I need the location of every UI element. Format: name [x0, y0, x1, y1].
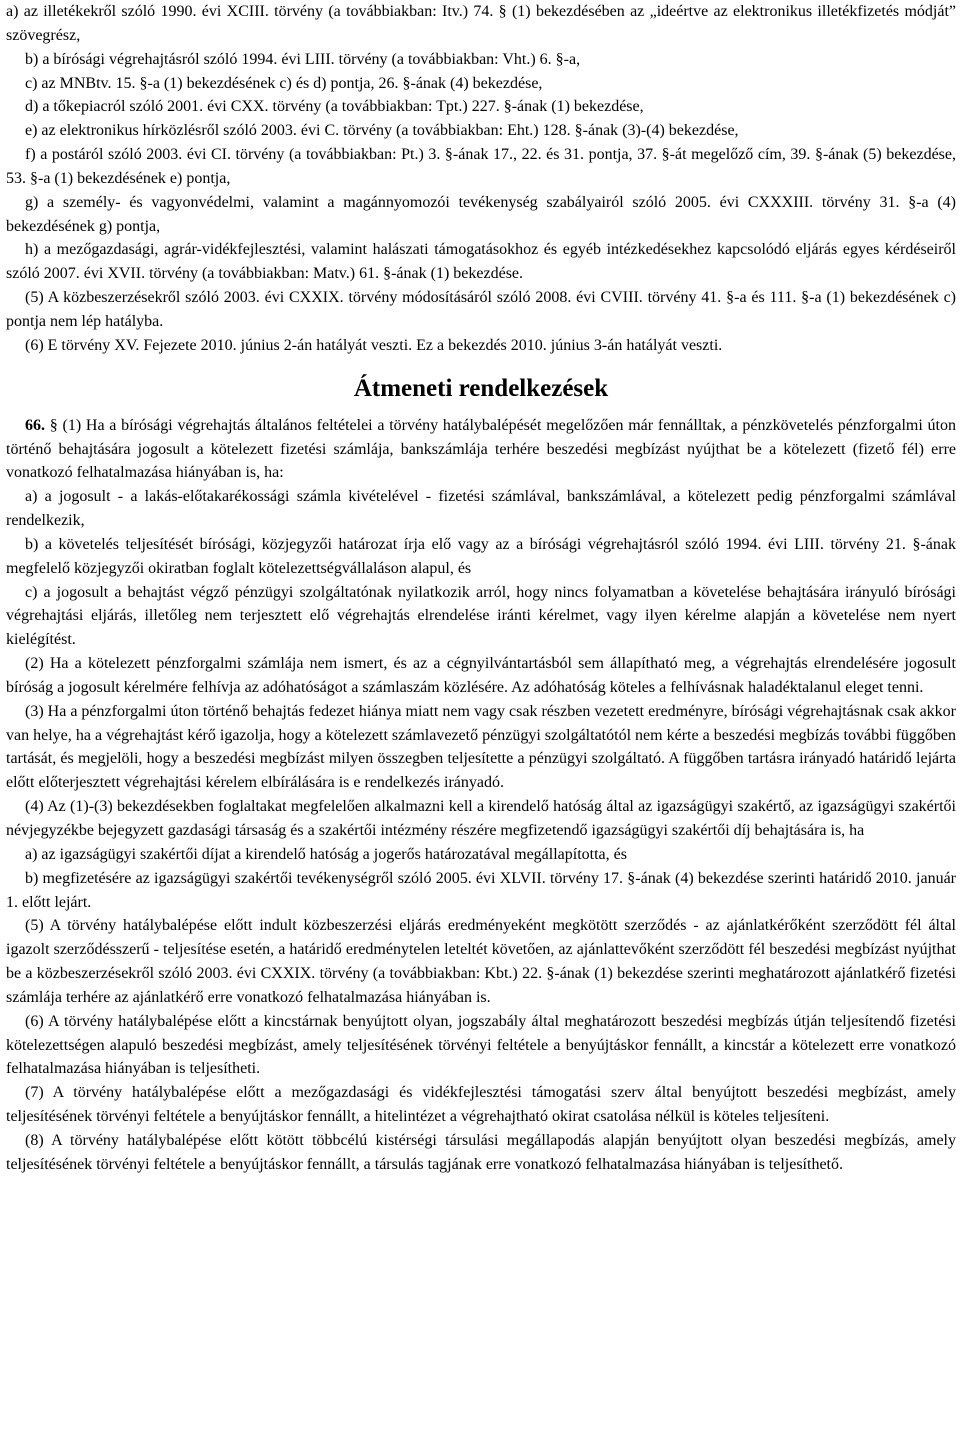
paragraph-5: (5) A közbeszerzésekről szóló 2003. évi CXXIX. törvény módosításáról szóló 2008. évi CVIII. törvény 41. §-a és 111. §-a (1) bekezdésének c) pontja nem lép hatályba. — [6, 289, 956, 330]
list-item-h: h) a mezőgazdasági, agrár-vidékfejlesztési, valamint halászati támogatásokhoz és egyéb intézkedésekhez kapcsolódó eljárás egyes kérdéseiről szóló 2007. évi XVII. törvény (a továbbiakban: Matv.) 61. §-ának (1) bekezdése. — [6, 241, 956, 283]
section-66-paragraph-7: (7) A törvény hatálybalépése előtt a mezőgazdasági és vidékfejlesztési támogatási szerv által benyújtott beszedési megbízást, amely teljesítésének törvényi feltétele a benyújtáskor fennállt, a hitelintézet a végrehajtható okirat csatolása nélkül is köteles teljesíteni. — [6, 1084, 956, 1126]
paragraph-6: (6) E törvény XV. Fejezete 2010. június 2-án hatályát veszti. Ez a bekezdés 2010. június 3-án hatályát veszti. — [25, 336, 723, 354]
list-item-e: e) az elektronikus hírközlésről szóló 2003. évi C. törvény (a továbbiakban: Eht.) 128. §-ának (3)-(4) bekezdése, — [25, 122, 739, 140]
section-66-paragraph-4-item-b: b) megfizetésére az igazságügyi szakértői tevékenységről szóló 2005. évi XLVII. törvény 17. §-ának (4) bekezdése szerinti határidő 2010. január 1. előtt lejárt. — [6, 869, 956, 911]
list-item-f: f) a postáról szóló 2003. évi CI. törvény (a továbbiakban: Pt.) 3. §-ának 17., 22. és 31. pontja, 37. §-át megelőző cím, 39. §-ának (5) bekezdése, 53. §-a (1) bekezdésének e) pontja, — [6, 146, 956, 187]
section-66-paragraph-3: (3) Ha a pénzforgalmi úton történő behajtás fedezet hiánya miatt nem vagy csak részben vezetett eredményre, bírósági végrehajtásnak csak akkor van helye, ha a végrehajtást kérő igazolja, hogy a kötelezett számlavezető pénzügyi szolgáltatótól nem kérte a beszedési megbízás további függőben tartását, és megjelöli, hogy a beszedési megbízást milyen összegben teljesítette a pénzügyi szolgáltató. A függőben tartásra irányadó határidő lejárta előtt előterjesztett végrehajtási kérelem elbírálására is e rendelkezés irányadó. — [6, 702, 956, 792]
list-item-b: b) a bírósági végrehajtásról szóló 1994. évi LIII. törvény (a továbbiakban: Vht.) 6. §-a, — [25, 50, 581, 68]
section-66-paragraph-5: (5) A törvény hatálybalépése előtt indult közbeszerzési eljárás eredményeként megkötött szerződés - az ajánlatkérőként szerződött fél által igazolt szerződésszerű - teljesítése esetén, a határidő eredménytelen leteltét követően, az ajánlattevőként szerződött fél beszedési megbízást nyújthat be a közbeszerzésekről szóló 2003. évi CXXIX. törvény (a továbbiakban: Kbt.) 22. §-ának (1) bekezdése szerinti meghatározott ajánlatkérő fizetési számlája terhére az ajánlatkérő erre vonatkozó felhatalmazása hiányában is. — [6, 917, 956, 1006]
list-item-a: a) az illetékekről szóló 1990. évi XCIII. törvény (a továbbiakban: Itv.) 74. § (1) bekezdésében az „ideértve az elektronikus illetékfizetés módját” szövegrész, — [6, 3, 956, 44]
list-item-d: d) a tőkepiacról szóló 2001. évi CXX. törvény (a továbbiakban: Tpt.) 227. §-ának (1) bekezdése, — [25, 98, 644, 116]
section-66-intro — [6, 414, 956, 486]
section-number: 66. — [25, 416, 45, 434]
section-66-intro-text: § (1) Ha a bírósági végrehajtás általános feltételei a törvény hatálybalépését megelőzően már fennálltak, a pénzkövetelés pénzforgalmi úton történő behajtására jogosult a kötelezett fizetési számlája, bankszámlája terhére beszedési megbízást nyújthat be a kötelezett (fizető fél) erre vonatkozó felhatalmazása hiányában is, ha: — [6, 416, 956, 482]
section-66-item-a: a) a jogosult - a lakás-előtakarékossági számla kivételével - fizetési számlával, bankszámlával, a kötelezett pedig pénzforgalmi számlával rendelkezik, — [6, 488, 956, 530]
list-item-c: c) az MNBtv. 15. §-a (1) bekezdésének c) és d) pontja, 26. §-ának (4) bekezdése, — [25, 74, 543, 92]
section-66-paragraph-2: (2) Ha a kötelezett pénzforgalmi számlája nem ismert, és az a cégnyilvántartásból sem állapítható meg, a végrehajtás elrendelésére jogosult bíróság a jogosult kérelmére felhívja az adóhatóságot a számlaszám közlésére. Az adóhatóság köteles a felhívásnak haladéktalanul eleget tenni. — [6, 655, 956, 696]
section-title: Átmeneti rendelkezések — [353, 374, 609, 402]
section-66-item-c: c) a jogosult a behajtást végző pénzügyi szolgáltatónak nyilatkozik arról, hogy nincs folyamatban a követelése behajtására irányuló bírósági végrehajtási eljárás, illetőleg nem terjesztett elő végrehajtás elrendelése iránti kérelmet, vagy ilyen kérelme alapján a követelése nem nyert kielégítést. — [6, 583, 956, 649]
section-66-paragraph-4: (4) Az (1)-(3) bekezdésekben foglaltakat megfelelően alkalmazni kell a kirendelő hatóság által az igazságügyi szakértő, az igazságügyi szakértői névjegyzékbe bejegyzett gazdasági társaság és a szakértői intézmény részére megfizetendő igazságügyi szakértői díj behajtására is, ha — [6, 798, 956, 839]
section-66-paragraph-4-item-a: a) az igazságügyi szakértői díjat a kirendelő hatóság a jogerős határozatával megállapította, és — [25, 845, 627, 863]
section-66-paragraph-6: (6) A törvény hatálybalépése előtt a kincstárnak benyújtott olyan, jogszabály által meghatározott beszedési megbízás útján teljesítendő fizetési kötelezettségen alapuló beszedési megbízást, amely teljesítésének törvényi feltétele a benyújtáskor fennállt, a kincstár a kötelezett erre vonatkozó felhatalmazása hiányában is teljesítheti. — [6, 1012, 956, 1078]
list-item-g: g) a személy- és vagyonvédelmi, valamint a magánnyomozói tevékenység szabályairól szóló 2005. évi CXXXIII. törvény 31. §-a (4) bekezdésének g) pontja, — [6, 193, 956, 235]
section-66-paragraph-8: (8) A törvény hatálybalépése előtt kötött többcélú kistérségi társulási megállapodás alapján benyújtott olyan beszedési megbízás, amely teljesítésének törvényi feltétele a benyújtáskor fennállt, a társulás tagjának erre vonatkozó felhatalmazása hiányában is teljesíthető. — [6, 1131, 956, 1173]
section-66-item-b: b) a követelés teljesítését bírósági, közjegyzői határozat írja elő vagy az a bírósági végrehajtásról szóló 1994. évi LIII. törvény 21. §-ának megfelelő közjegyzői okiratban foglalt kötelezettségvállaláson alapul, és — [6, 535, 956, 577]
